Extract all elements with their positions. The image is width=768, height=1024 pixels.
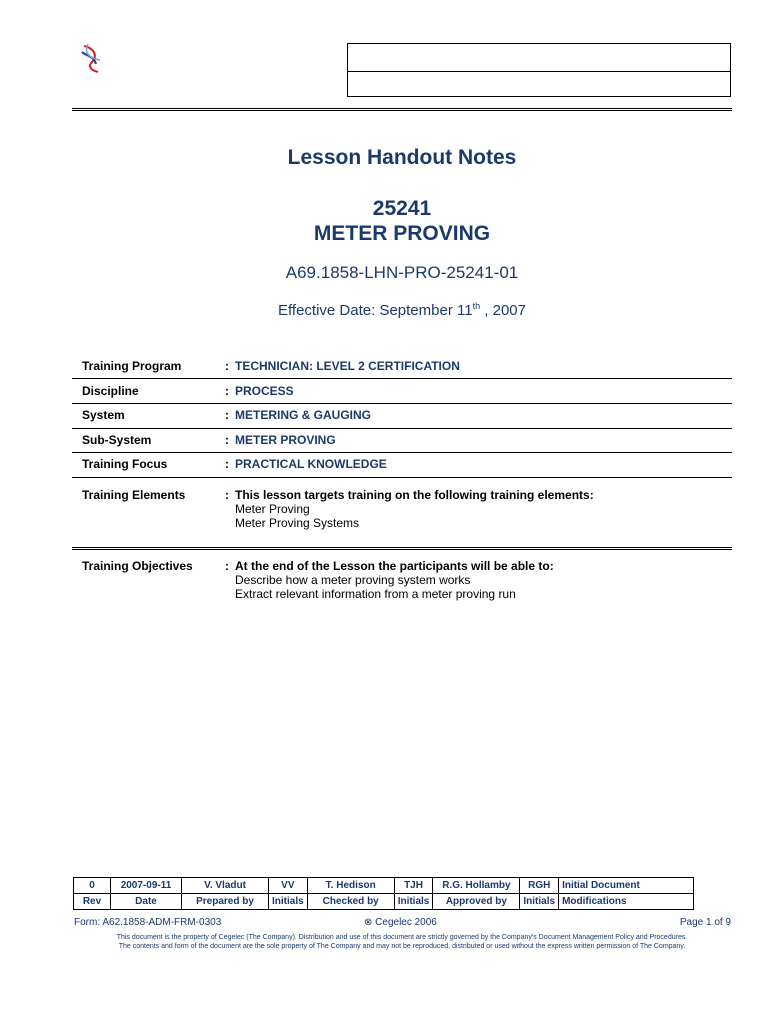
- colon: :: [225, 408, 229, 422]
- date-cell: 2007-09-11: [111, 878, 182, 894]
- label: Training Focus: [82, 457, 168, 471]
- copyright: ⊗ Cegelec 2006: [364, 917, 437, 928]
- colon: :: [225, 488, 229, 502]
- value: PRACTICAL KNOWLEDGE: [235, 457, 387, 471]
- company-logo: [78, 42, 106, 74]
- label: System: [82, 408, 125, 422]
- prepared-by-header: Prepared by: [182, 894, 269, 910]
- intro: At the end of the Lesson the participants will be able to:: [235, 559, 554, 573]
- rev-cell: 0: [74, 878, 111, 894]
- label: Training Objectives: [82, 559, 193, 573]
- element-item: Meter Proving: [235, 502, 310, 516]
- page-number: Page 1 of 9: [679, 917, 731, 928]
- checked-by-header: Checked by: [307, 894, 394, 910]
- initials-cell: RGH: [520, 878, 559, 894]
- label: Training Program: [82, 359, 182, 373]
- approved-by-cell: R.G. Hollamby: [433, 878, 520, 894]
- colon: :: [225, 457, 229, 471]
- initials-cell: VV: [269, 878, 308, 894]
- value: METER PROVING: [235, 433, 336, 447]
- initials-header: Initials: [520, 894, 559, 910]
- document-code: A69.1858-LHN-PRO-25241-01: [285, 263, 519, 282]
- legal-notice-2: The contents and form of the document are the sole property of The Company and may not be reproduced, distributed or used without the express written permission of The Company.: [118, 943, 686, 950]
- revision-header-row: [74, 894, 694, 910]
- effective-date: Effective Date: September 11th , 2007: [278, 301, 526, 319]
- label: Training Elements: [82, 488, 186, 502]
- value: TECHNICIAN: LEVEL 2 CERTIFICATION: [235, 359, 460, 373]
- header-box: [347, 43, 731, 97]
- revision-row: [74, 878, 694, 894]
- modifications-cell: Initial Document: [559, 878, 694, 894]
- intro: This lesson targets training on the following training elements:: [235, 488, 594, 502]
- objective-item: Extract relevant information from a meter proving run: [235, 587, 516, 601]
- legal-notice-1: This document is the property of Cegelec (The Company). Distribution and use of this document are strictly governed by the Company's Document Management Policy and Procedures.: [116, 934, 688, 941]
- checked-by-cell: T. Hedison: [307, 878, 394, 894]
- colon: :: [225, 433, 229, 447]
- lesson-number: 25241: [372, 197, 432, 220]
- label: Sub-System: [82, 433, 152, 447]
- label: Discipline: [82, 384, 139, 398]
- prepared-by-cell: V. Vladut: [182, 878, 269, 894]
- colon: :: [225, 384, 229, 398]
- colon: :: [225, 359, 229, 373]
- header-rule: [72, 108, 732, 111]
- initials-header: Initials: [269, 894, 308, 910]
- modifications-header: Modifications: [559, 894, 694, 910]
- value: PROCESS: [235, 384, 294, 398]
- colon: :: [225, 559, 229, 573]
- objective-item: Describe how a meter proving system works: [235, 573, 471, 587]
- section-divider: [72, 547, 732, 550]
- element-item: Meter Proving Systems: [235, 516, 360, 530]
- value: METERING & GAUGING: [235, 408, 372, 422]
- lesson-subject: METER PROVING: [313, 222, 491, 245]
- initials-header: Initials: [394, 894, 433, 910]
- initials-cell: TJH: [394, 878, 433, 894]
- date-header: Date: [111, 894, 182, 910]
- rev-header: Rev: [74, 894, 111, 910]
- form-number: Form: A62.1858-ADM-FRM-0303: [74, 917, 222, 928]
- approved-by-header: Approved by: [433, 894, 520, 910]
- revision-table: [73, 877, 694, 910]
- document-title: Lesson Handout Notes: [287, 146, 517, 169]
